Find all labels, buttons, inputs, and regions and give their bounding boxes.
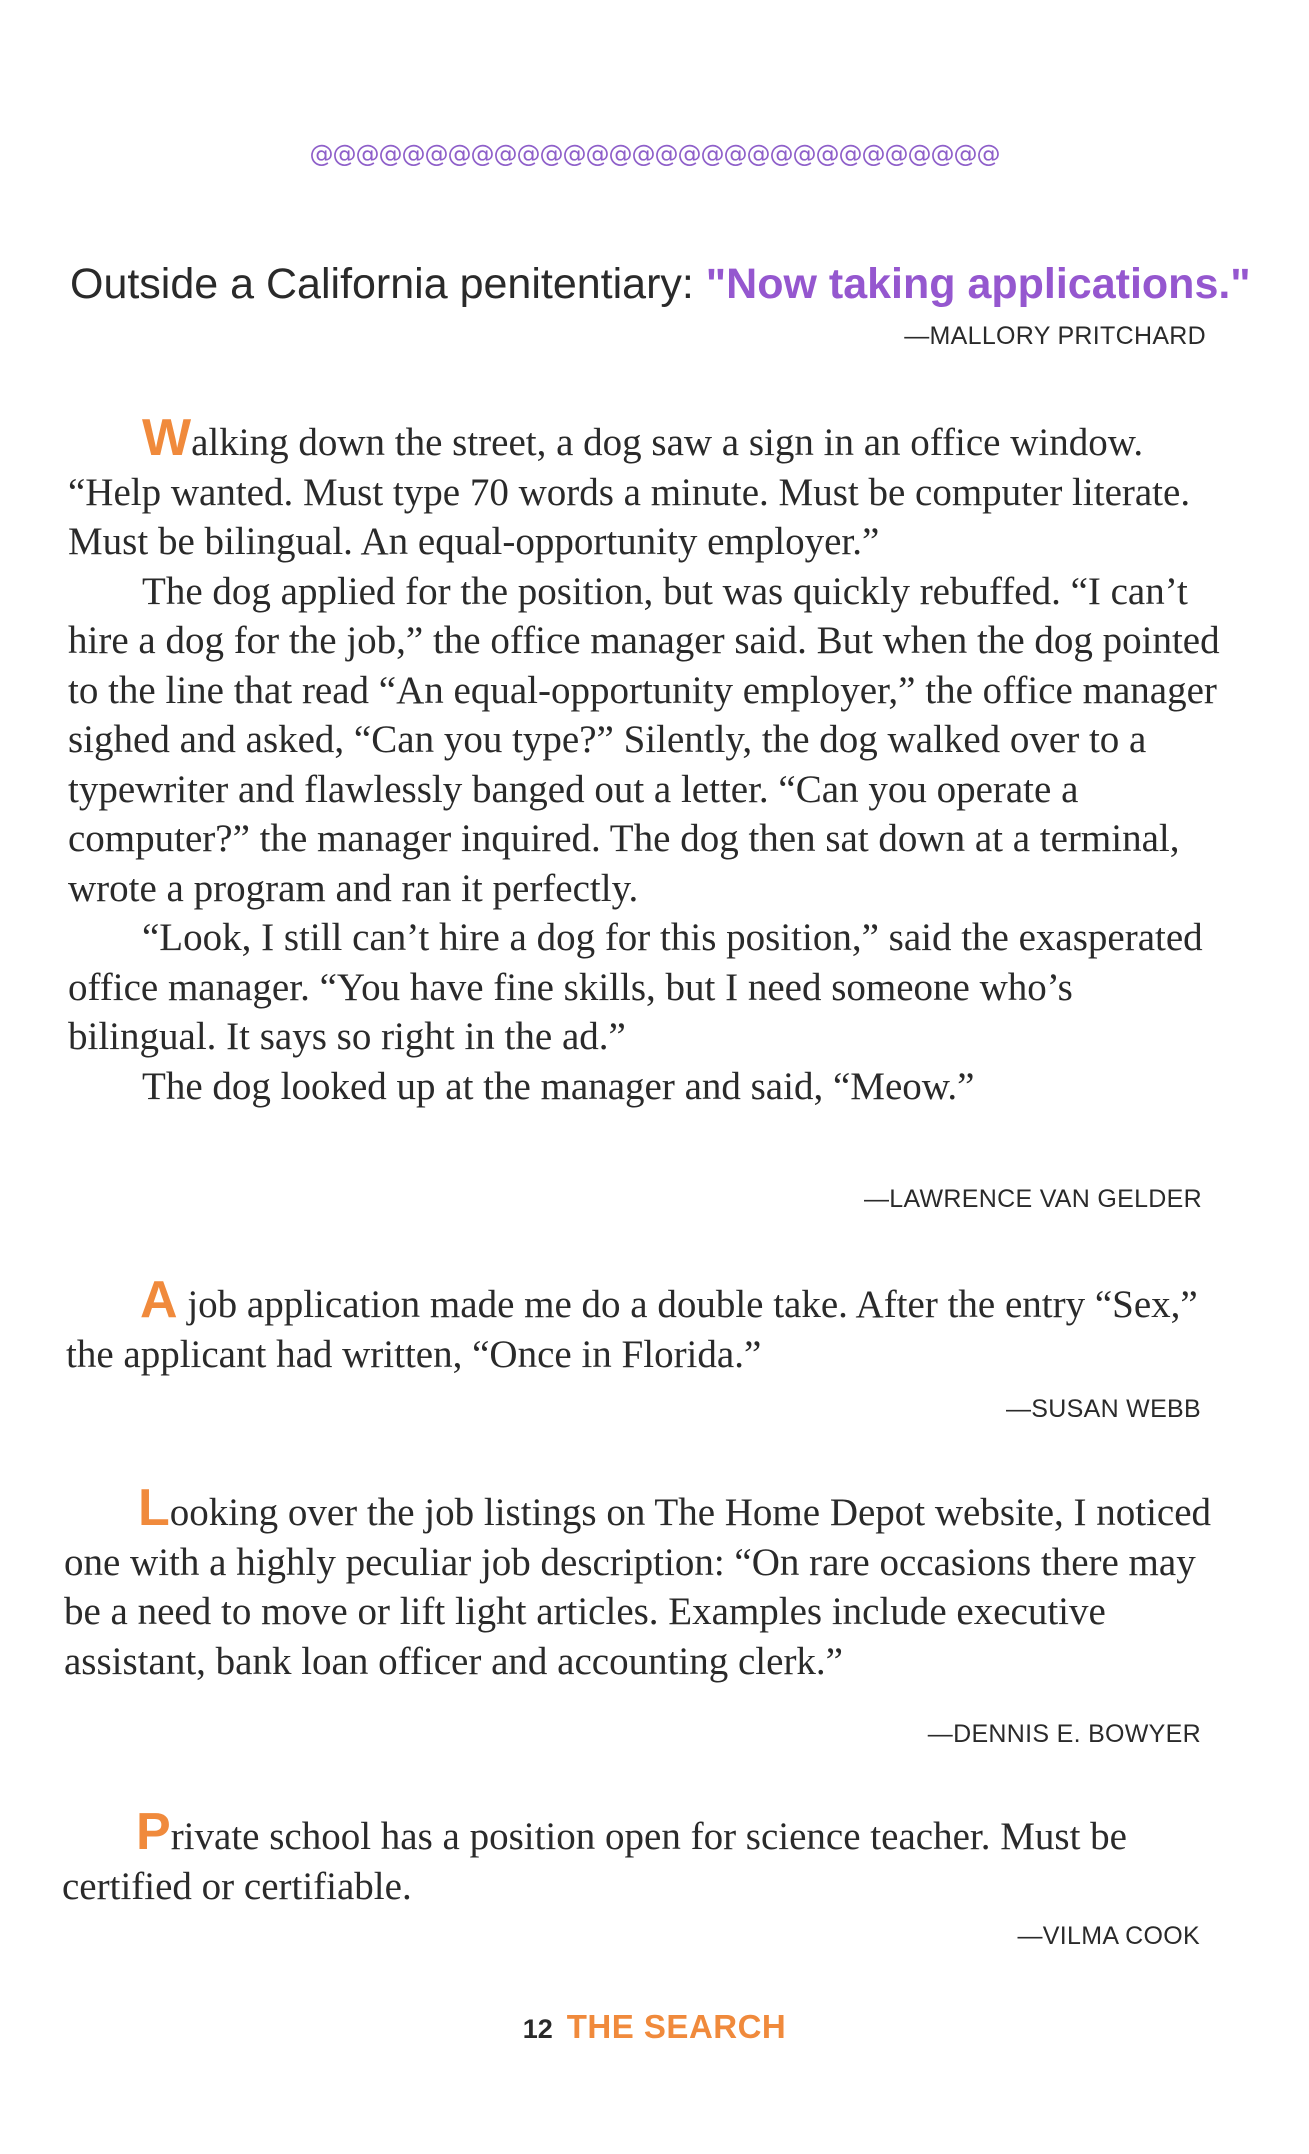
paragraph: Private school has a position open for science teacher. Must be certified or certifiable. [62, 1803, 1127, 1908]
anecdote-dog-job [68, 409, 1228, 1111]
anecdote-home-depot [64, 1479, 1228, 1686]
section-title: THE SEARCH [566, 2008, 787, 2045]
anecdote-private-school [62, 1803, 1228, 1911]
page-footer [0, 2008, 1309, 2046]
page-number: 12 [522, 2014, 553, 2044]
paragraph: Looking over the job listings on The Home Depot website, I noticed one with a highly peculiar job description: “On rare occasions there may be a need to move or lift light articles. Examples include executive assistant, bank loan officer and accounting clerk.” [64, 1479, 1212, 1683]
ornament-divider: @@@@@@@@@@@@@@@@@@@@@@@@@@@@@@ [309, 140, 1000, 168]
paragraph: The dog looked up at the manager and said, “Meow.” [142, 1064, 975, 1108]
paragraph: “Look, I still can’t hire a dog for this position,” said the exasperated office manager. “You have fine skills, but I need someone who’s bilingual. It says so right in the ad.” [68, 916, 1203, 1058]
attribution-vilma-cook: —VILMA COOK [1017, 1922, 1200, 1950]
lead-quote-highlight: "Now taking applications." [705, 260, 1251, 308]
lead-quote [70, 256, 1251, 312]
anecdote-job-application [66, 1271, 1226, 1379]
drop-cap: A [140, 1271, 178, 1329]
drop-cap: W [142, 409, 192, 467]
paragraph: The dog applied for the position, but was quickly rebuffed. “I can’t hire a dog for the job,” the office manager said. But when the dog pointed to the line that read “An equal-opportunity employer,” the office manager sighed and asked, “Can you type?” Silently, the dog walked over to a typewriter and flawlessly banged out a letter. “Can you operate a computer?” the manager inquired. The dog then sat down at a terminal, wrote a program and ran it perfectly. [68, 569, 1220, 910]
paragraph: A job application made me do a double take. After the entry “Sex,” the applicant had written, “Once in Florida.” [66, 1271, 1198, 1376]
attribution-lawrence-van-gelder: —LAWRENCE VAN GELDER [863, 1185, 1202, 1213]
lead-quote-intro: Outside a California penitentiary: [70, 260, 706, 308]
paragraph: Walking down the street, a dog saw a sign in an office window. “Help wanted. Must type 70 words a minute. Must be computer literate. Must be bilingual. An equal-opportunity employer.” [68, 409, 1191, 563]
drop-cap: L [138, 1479, 170, 1537]
drop-cap: P [136, 1803, 171, 1861]
attribution-mallory-pritchard: —MALLORY PRITCHARD [904, 322, 1206, 350]
attribution-dennis-bowyer: —DENNIS E. BOWYER [927, 1720, 1201, 1748]
attribution-susan-webb: —SUSAN WEBB [1006, 1395, 1201, 1423]
